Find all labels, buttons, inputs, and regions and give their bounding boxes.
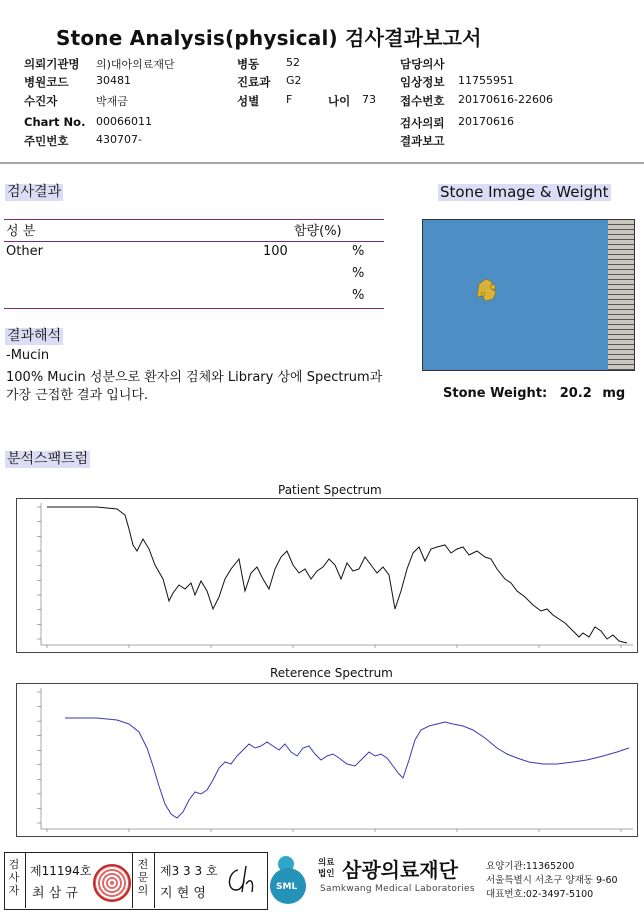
- field-value: 20170616-22606: [458, 93, 553, 106]
- field-label: 수진자: [24, 94, 58, 108]
- results-section-title: 검사결과: [7, 184, 62, 200]
- org-prefix: 의료 법인: [318, 858, 335, 879]
- stone-weight-label: Stone Weight:: [443, 386, 548, 401]
- field-label: 의뢰기관명: [24, 57, 80, 71]
- component-unit: %: [352, 244, 365, 259]
- measurement-ruler: [608, 220, 634, 370]
- reference-spectrum-title: Reterence Spectrum: [270, 666, 393, 680]
- component-value: 100: [263, 244, 288, 259]
- field-label: 담당의사: [400, 57, 445, 71]
- tester-label: 검사자: [8, 858, 20, 897]
- stone-photo: [422, 219, 635, 371]
- field-value: 52: [286, 56, 300, 69]
- org-name: 삼광의료재단: [342, 858, 458, 882]
- field-label: 주민번호: [24, 134, 69, 148]
- field-value: 의)대아의료재단: [96, 58, 175, 71]
- field-label: 검사의뢰: [400, 116, 445, 130]
- patient-spectrum-svg: [17, 499, 637, 652]
- spectrum-section-title: 분석스팩트럼: [7, 451, 89, 467]
- interpretation-line: 100% Mucin 성분으로 환자의 검체와 Library 상에 Spectrum과: [6, 370, 383, 385]
- interpretation-section-title: 결과해석: [7, 328, 62, 344]
- signature-icon: [222, 862, 262, 898]
- field-label: 결과보고: [400, 134, 445, 148]
- stone-section-title: Stone Image & Weight: [440, 183, 609, 201]
- field-value: 20170616: [458, 115, 514, 128]
- field-value: G2: [286, 74, 302, 87]
- component-unit: %: [352, 266, 365, 281]
- divider: [0, 162, 644, 164]
- field-label: 접수번호: [400, 94, 445, 108]
- interpretation-line: 가장 근접한 결과 입니다.: [6, 388, 149, 403]
- tester-name: 최 삼 규: [32, 886, 78, 901]
- age-label: 나이: [328, 94, 351, 108]
- specialist-name: 지 현 영: [160, 886, 206, 901]
- stone-weight-unit: mg: [602, 386, 626, 401]
- specialist-license: 제3 3 3 호: [160, 864, 218, 878]
- org-english-name: Samkwang Medical Laboratories: [320, 884, 475, 894]
- field-value: 430707-: [96, 133, 142, 146]
- reference-spectrum-plot: [16, 683, 638, 837]
- org-info-3: 대표번호:02-3497-5100: [486, 889, 594, 900]
- stone-weight-value: 20.2: [559, 386, 592, 401]
- interpretation-line: -Mucin: [6, 348, 50, 363]
- field-value: 11755951: [458, 74, 514, 87]
- field-value: 박재금: [96, 95, 128, 108]
- field-value: F: [286, 93, 293, 106]
- field-label: 성별: [237, 94, 260, 108]
- field-value: 00066011: [96, 115, 152, 128]
- table-bottom-rule: [4, 308, 384, 309]
- field-label: 진료과: [237, 75, 271, 89]
- col-component-header: 성 분: [6, 224, 36, 239]
- table-header-rule: [4, 241, 384, 242]
- specialist-label: 전문의: [137, 858, 149, 897]
- org-info-2: 서울특별시 서초구 양재동 9-60: [486, 875, 618, 886]
- report-title: Stone Analysis(physical) 검사결과보고서: [56, 26, 482, 50]
- org-info-1: 요양기관:11365200: [486, 861, 575, 872]
- sml-logo-icon: SML: [270, 856, 316, 904]
- age-value: 73: [362, 93, 376, 106]
- stone-weight: [443, 386, 625, 401]
- field-value: 30481: [96, 74, 131, 87]
- field-label: 병동: [237, 57, 260, 71]
- field-label: Chart No.: [24, 115, 86, 129]
- tester-seal-icon: [93, 864, 131, 902]
- field-label: 병원코드: [24, 75, 69, 89]
- component-name: Other: [6, 244, 43, 259]
- tester-license: 제11194호: [30, 864, 92, 878]
- field-label: 임상정보: [400, 75, 445, 89]
- patient-spectrum-title: Patient Spectrum: [278, 483, 382, 497]
- reference-spectrum-svg: [17, 684, 637, 836]
- component-unit: %: [352, 288, 365, 303]
- patient-spectrum-plot: [16, 498, 638, 653]
- col-content-header: 함량(%): [294, 224, 342, 239]
